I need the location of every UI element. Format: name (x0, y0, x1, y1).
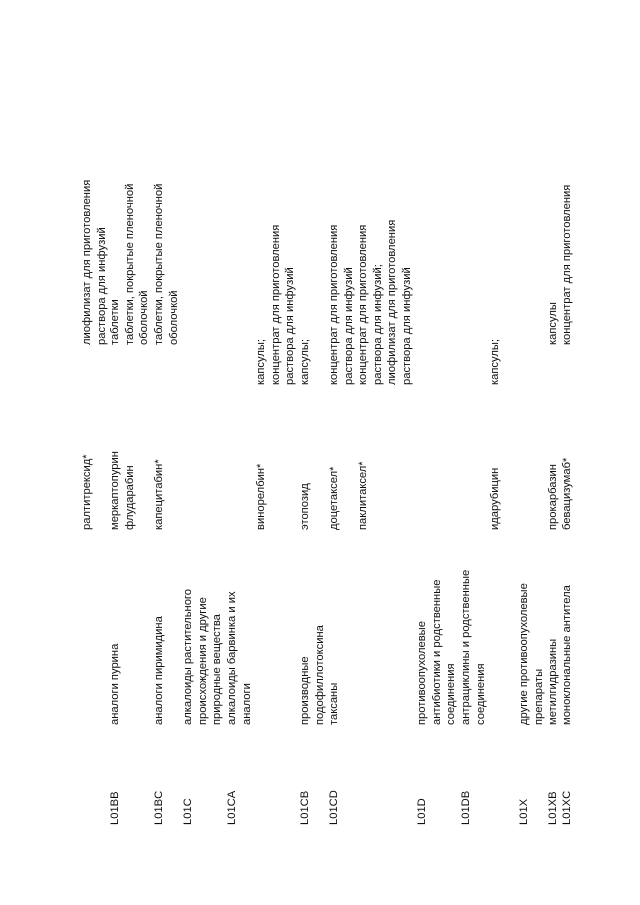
drug-name: ралтитрексид* (81, 454, 93, 530)
dosage-form: капсулы; концентрат для приготовления раствора для инфузий (255, 224, 297, 385)
atc-code: L01CD (328, 790, 340, 825)
atc-group-name: метилгидразины (547, 638, 559, 725)
drug-name: идарубицин (489, 467, 501, 530)
dosage-form: таблетки таблетки, покрытые пленочной оболочкой (109, 183, 151, 345)
atc-code: L01XC (561, 790, 573, 825)
atc-group-name: алкалоиды барвинка и их аналоги (226, 591, 253, 725)
drug-name: прокарбазин (547, 464, 559, 530)
drug-name: этопозид (299, 483, 311, 530)
atc-group-name: моноклональные антитела (561, 585, 573, 725)
drug-name: винорелбин* (255, 463, 267, 530)
drug-name: бевацизумаб* (561, 457, 573, 530)
atc-code: L01BC (153, 790, 165, 825)
dosage-form: таблетки, покрытые пленочной оболочкой (153, 183, 180, 345)
atc-code: L01C (182, 798, 194, 825)
atc-code: L01XB (547, 791, 559, 825)
drug-name: капецитабин* (153, 459, 165, 530)
atc-code: L01CB (299, 790, 311, 825)
dosage-form: капсулы; (299, 338, 311, 385)
atc-group-name: противоопухолевые антибиотики и родственные соединения (416, 579, 458, 725)
atc-group-name: аналоги пиримидина (153, 616, 165, 725)
atc-code: L01X (518, 798, 530, 825)
dosage-form: лиофилизат для приготовления раствора для инфузий (81, 179, 108, 345)
atc-group-name: таксаны (328, 682, 340, 725)
atc-code: L01CA (226, 790, 238, 825)
atc-group-name: алкалоиды растительного происхождения и другие природные вещества (182, 589, 224, 725)
dosage-form: капсулы; (489, 338, 501, 385)
drug-name: паклитаксел* (357, 461, 369, 530)
atc-group-name: производные подофиллотоксина (299, 625, 326, 725)
dosage-form: концентрат для приготовления раствора для инфузий (328, 224, 355, 385)
atc-code: L01DB (460, 790, 472, 825)
dosage-form: концентрат для приготовления (561, 184, 573, 345)
atc-group-name: другие противоопухолевые препараты (518, 583, 545, 725)
dosage-form: капсулы (547, 302, 559, 345)
dosage-form: концентрат для приготовления раствора для инфузий; лиофилизат для приготовления раствора для инфузий (357, 219, 413, 385)
atc-group-name: аналоги пурина (109, 643, 121, 725)
atc-code: L01BB (109, 791, 121, 825)
drug-name: доцетаксел* (328, 466, 340, 530)
drug-name: меркаптопурин флударабин (109, 451, 136, 530)
atc-code: L01D (416, 798, 428, 825)
atc-group-name: антрациклины и родственные соединения (460, 569, 487, 725)
